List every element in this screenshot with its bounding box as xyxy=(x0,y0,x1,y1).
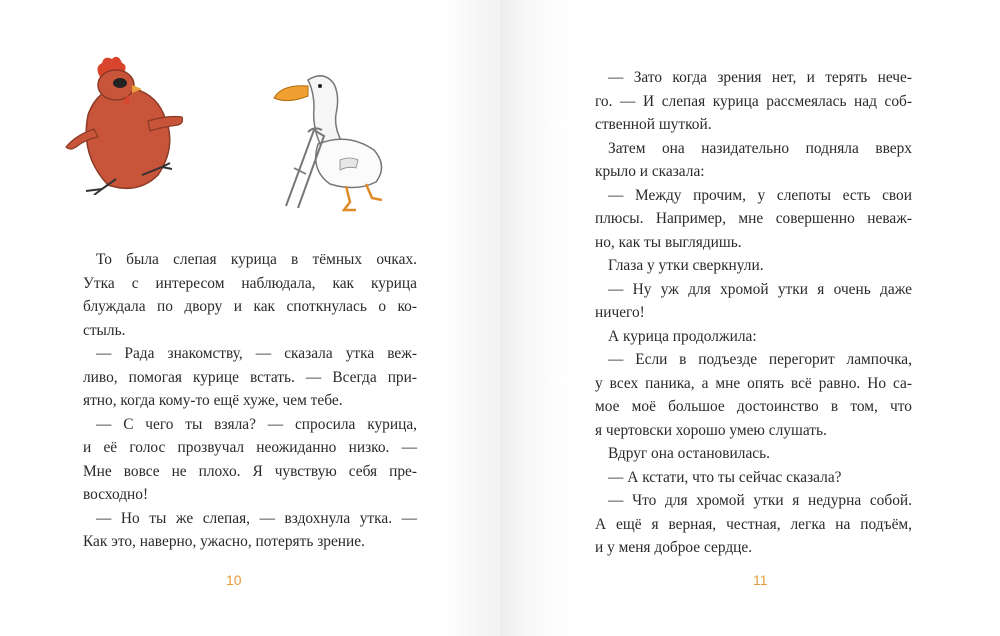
left-text-column xyxy=(83,248,417,554)
paragraph: и у меня доброе сердце. xyxy=(595,539,753,556)
paragraph: восходно! xyxy=(83,486,149,503)
paragraph: крыло и сказала: xyxy=(595,163,705,180)
paragraph: — Если в подъезде перегорит лампочка, у всех паника, а мне опять всё равно. Но са- мое моё большое достоинство в том, что xyxy=(595,351,912,415)
paragraph: То была слепая курица в тёмных очках. Утка с интересом наблюдала, как курица блуждала по двору и как споткнулась о ко- xyxy=(83,251,417,315)
duck-illustration xyxy=(268,68,398,216)
paragraph: — А кстати, что ты сейчас сказала? xyxy=(608,468,842,486)
paragraph: но, как ты выглядишь. xyxy=(595,233,742,251)
right-text-column xyxy=(595,66,912,560)
paragraph: ственной шуткой. xyxy=(595,116,712,133)
paragraph: — Между прочим, у слепоты есть свои плюсы. Например, мне совершенно неваж- xyxy=(595,186,912,227)
paragraph: Как это, наверно, ужасно, потерять зрение. xyxy=(83,533,365,550)
paragraph: ятно, когда кому-то ещё хуже, чем тебе. xyxy=(83,392,343,409)
paragraph: А курица продолжила: xyxy=(608,327,757,345)
page-number: 11 xyxy=(753,572,768,588)
paragraph: Глаза у утки сверкнули. xyxy=(608,257,764,274)
hen-illustration xyxy=(58,55,188,195)
paragraph: — Рада знакомству, — сказала утка веж- ливо, помогая курице встать. — Всегда при- xyxy=(83,345,417,386)
paragraph: — Но ты же слепая, — вздохнула утка. — xyxy=(96,509,417,527)
paragraph: я чертовски хорошо умею слушать. xyxy=(595,421,827,439)
paragraph: Вдруг она остановилась. xyxy=(608,445,770,462)
page-number: 10 xyxy=(226,572,242,588)
paragraph: Затем она назидательно подняла вверх xyxy=(608,139,912,157)
right-page xyxy=(500,0,1000,636)
paragraph: стыль. xyxy=(83,321,126,339)
paragraph: — Ну уж для хромой утки я очень даже xyxy=(608,280,912,298)
paragraph: — С чего ты взяла? — спросила курица, и её голос прозвучал неожиданно низко. — Мне вовсе не плохо. Я чувствую себя пре- xyxy=(83,415,417,480)
paragraph: ничего! xyxy=(595,304,645,321)
paragraph: — Что для хромой утки я недурна собой. А ещё я верная, честная, легка на подъём, xyxy=(595,492,912,533)
paragraph: — Зато когда зрения нет, и терять нече- го. — И слепая курица рассмеялась над соб- xyxy=(595,69,912,110)
